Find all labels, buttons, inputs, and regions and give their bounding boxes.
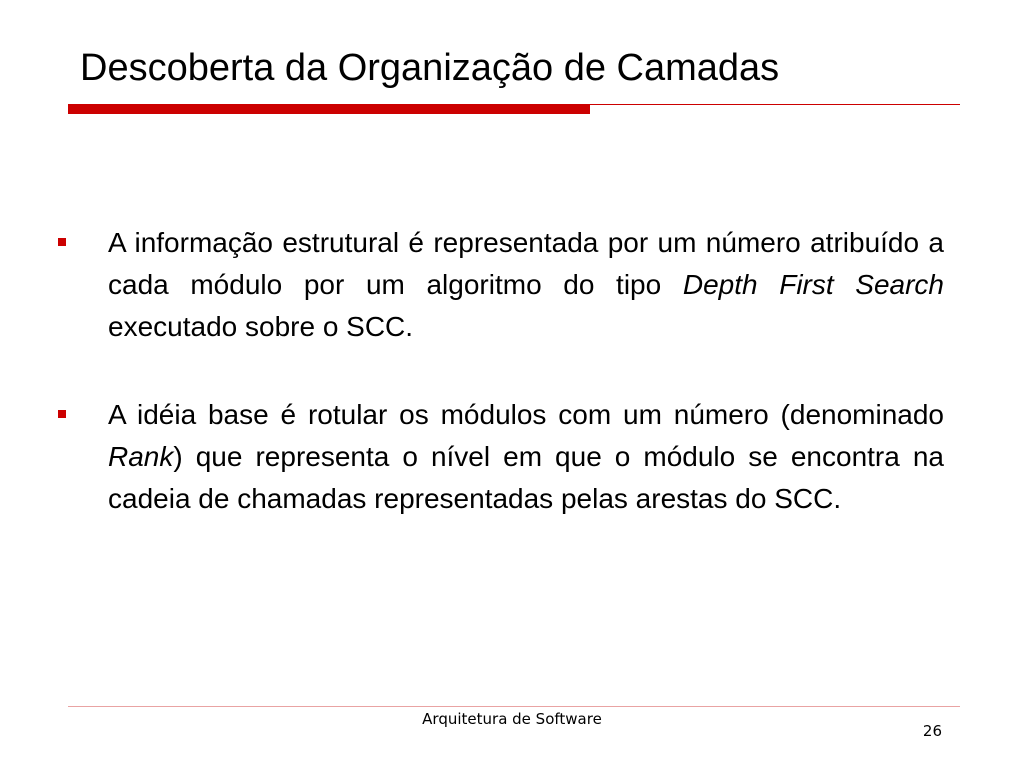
footer-title: Arquitetura de Software <box>422 710 602 728</box>
title-underline-thin <box>590 104 960 105</box>
slide-title: Descoberta da Organização de Camadas <box>80 47 780 89</box>
bullet-emphasis: Depth First Search <box>682 269 945 300</box>
page-number: 26 <box>922 722 942 740</box>
square-bullet-icon <box>58 410 66 418</box>
title-underline-thick <box>68 104 590 114</box>
square-bullet-icon <box>58 238 66 246</box>
footer-divider <box>68 706 960 707</box>
bullet-item <box>56 222 944 348</box>
bullet-emphasis: Rank <box>108 441 174 472</box>
bullet-list <box>56 222 944 566</box>
bullet-item <box>56 394 944 520</box>
bullet-text: executado sobre o SCC. <box>108 311 414 342</box>
bullet-text: A informação estrutural é representada por um número atribuído a cada módulo por um algoritmo do tipo <box>108 227 944 300</box>
bullet-text: A idéia base é rotular os módulos com um número (denominado <box>108 399 944 430</box>
bullet-text: ) que representa o nível em que o módulo se encontra na cadeia de chamadas representadas pelas arestas do SCC. <box>108 441 944 514</box>
